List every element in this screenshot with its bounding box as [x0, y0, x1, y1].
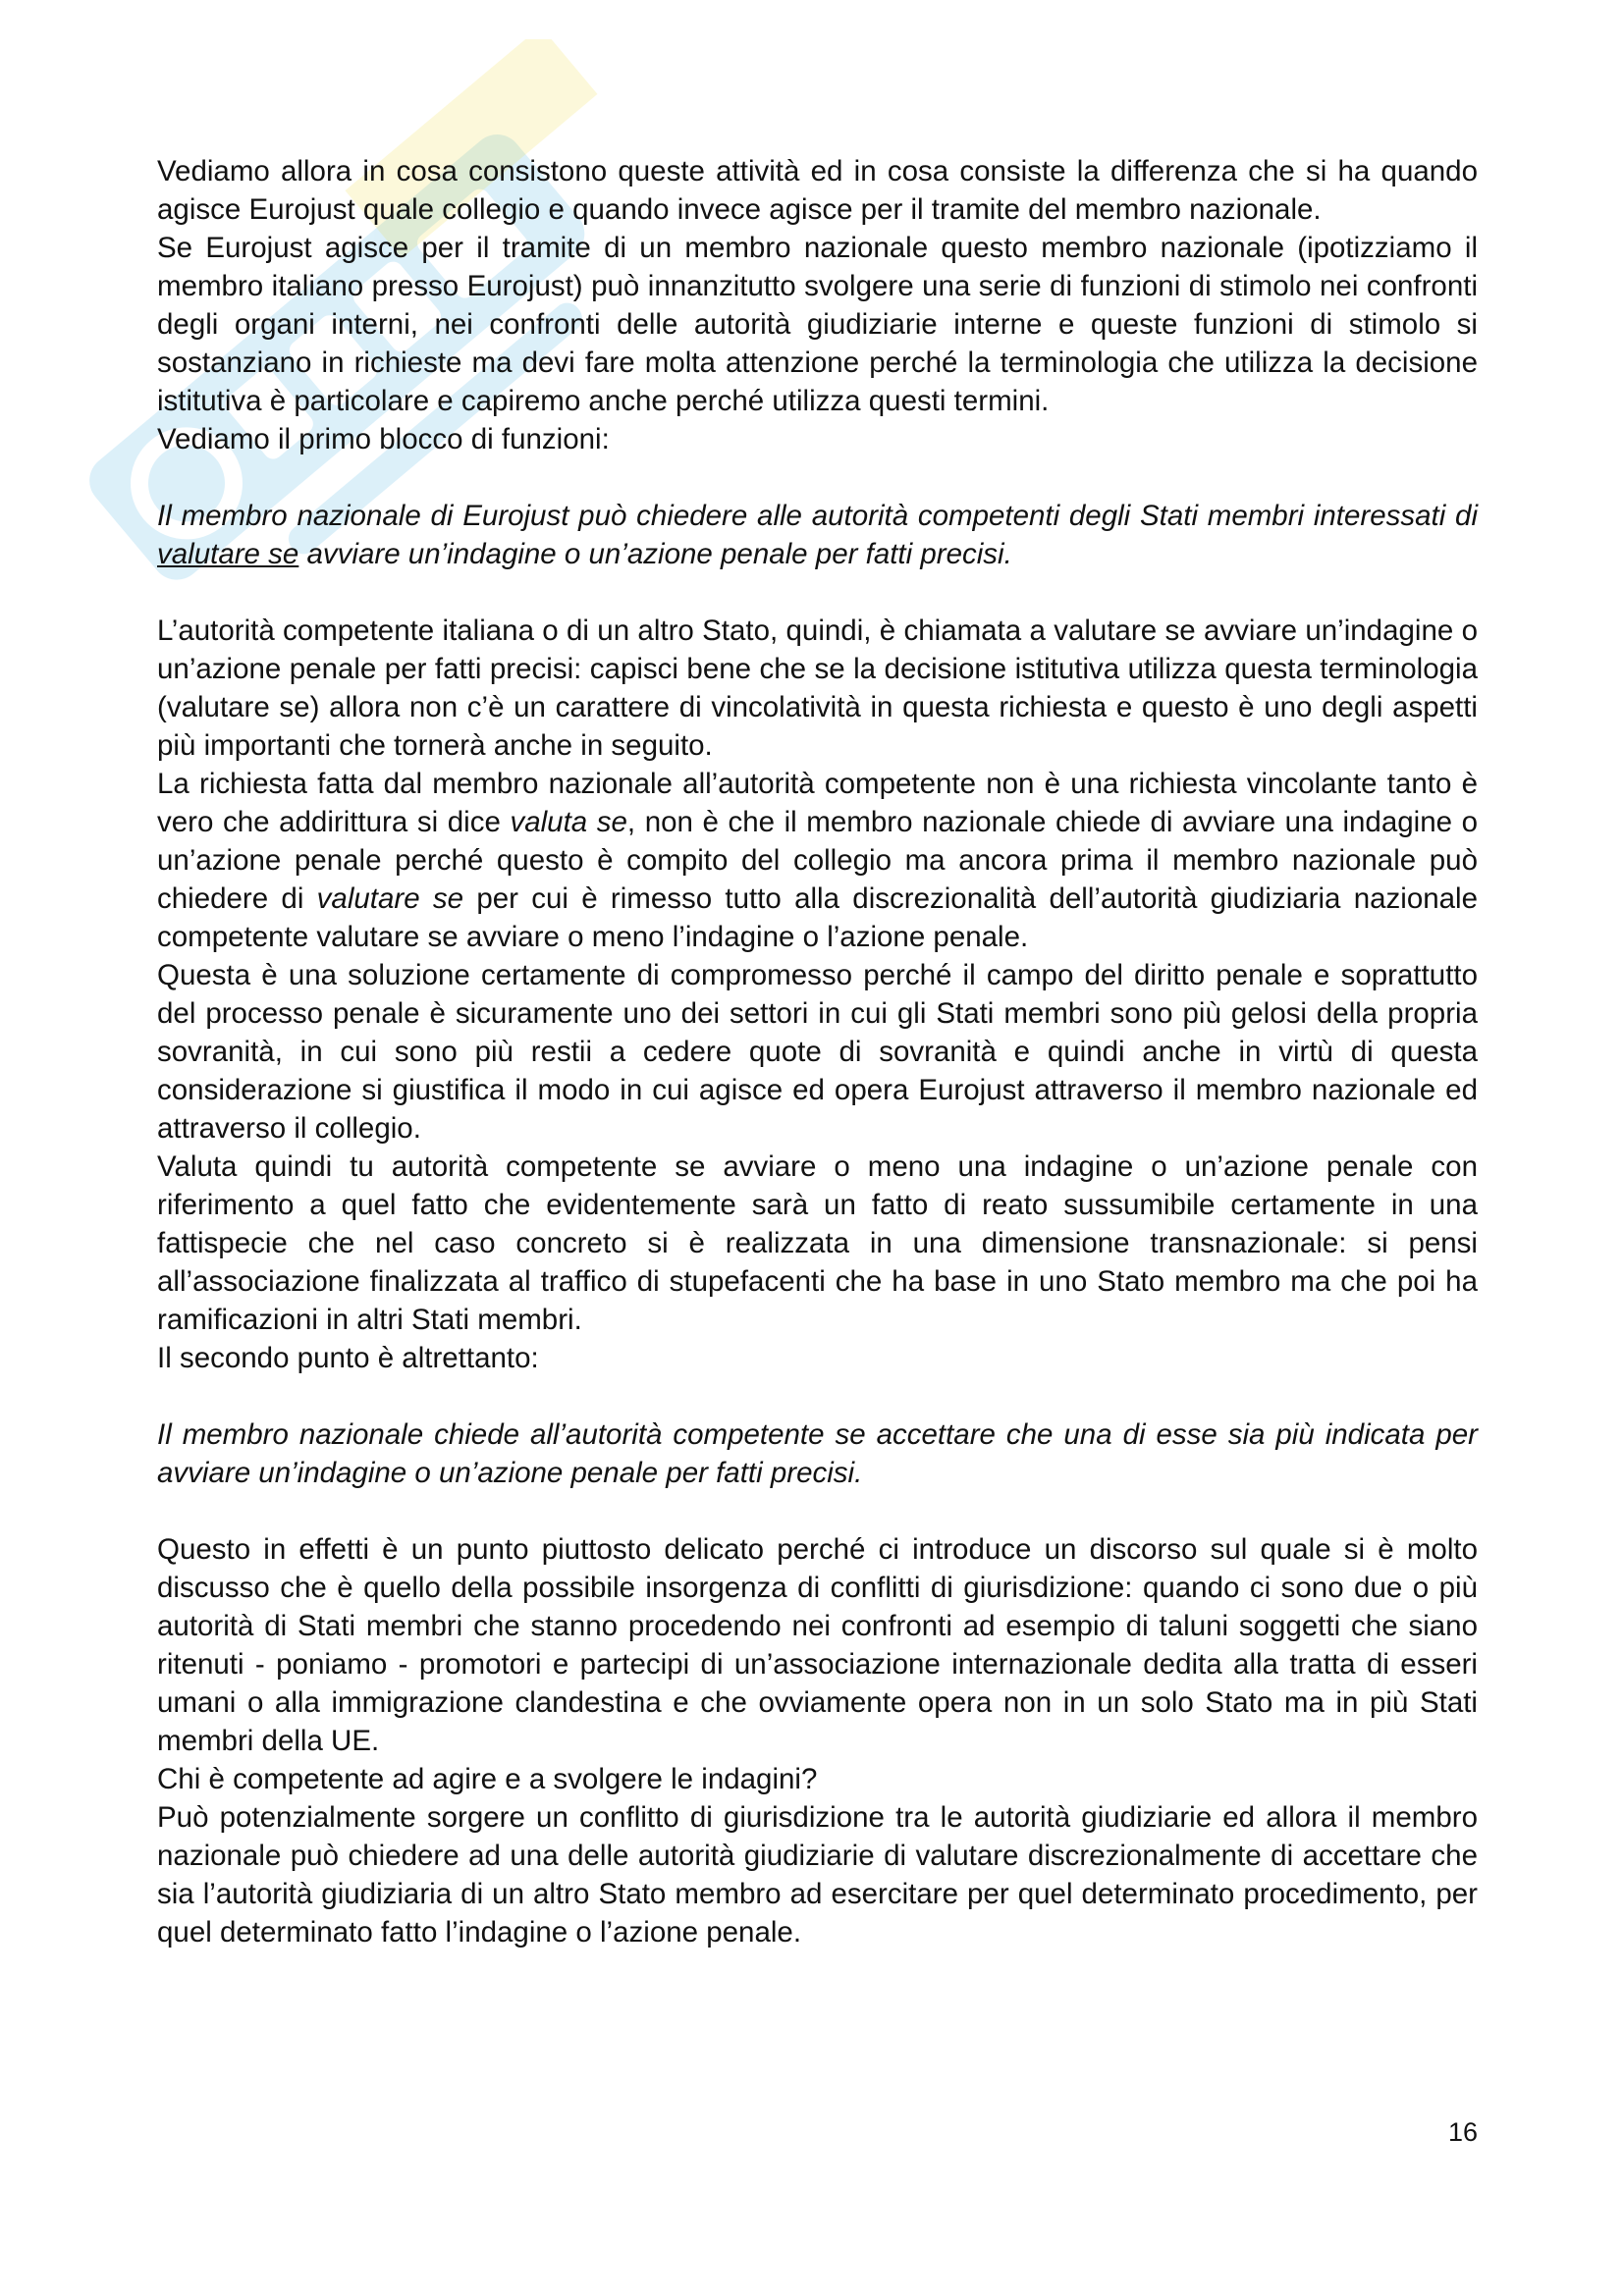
paragraph: Vediamo il primo blocco di funzioni: — [157, 423, 610, 455]
paragraph-text: per cui è rimesso tutto alla discrezionalità dell’autorità giudiziaria nazionale competente valutare se avviare o meno l’indagine o l’azione penale. — [157, 882, 1479, 953]
paragraph: Il secondo punto è altrettanto: — [157, 1342, 539, 1374]
paragraph: Valuta quindi tu autorità competente se avviare o meno una indagine o un’azione penale con riferimento a quel fatto che evidentemente sarà un fatto di reato sussumibile certamente in una fattispecie che nel caso concreto si è realizzata in una dimensione transnazionale: si pensi all’associazione finalizzata al traffico di stupefacenti che ha base in uno Stato membro ma che poi ha ramificazioni in altri Stati membri. — [157, 1150, 1478, 1336]
quote-underlined-text: valutare se — [157, 538, 299, 570]
quote-block: Il membro nazionale chiede all’autorità competente se accettare che una di esse sia più indicata per avviare un’indagine o un’azione penale per fatti precisi. — [157, 1418, 1478, 1489]
page-number: 16 — [1447, 2117, 1478, 2147]
document-body — [157, 152, 1478, 1951]
paragraph-text: La richiesta fatta dal membro nazionale all’autorità competente non è una richiesta vincolante tanto è vero che addirittura si dice — [157, 768, 1478, 838]
paragraph: Se Eurojust agisce per il tramite di un membro nazionale questo membro nazionale (ipotizziamo il membro italiano presso Eurojust) può innanzitutto svolgere una serie di funzioni di stimolo nei confronti degli organi interni, nei confronti delle autorità giudiziarie interne e queste funzioni di stimolo si sostanziano in richieste ma devi fare molta attenzione perché la terminologia che utilizza la decisione istitutiva è particolare e capiremo anche perché utilizza questi termini. — [157, 232, 1478, 417]
quote-block — [157, 497, 1478, 573]
paragraph: Può potenzialmente sorgere un conflitto di giurisdizione tra le autorità giudiziarie ed allora il membro nazionale può chiedere ad una delle autorità giudiziarie di valutare discrezionalmente di accettare che sia l’autorità giudiziaria di un altro Stato membro ad esercitare per quel determinato procedimento, per quel determinato fatto l’indagine o l’azione penale. — [157, 1801, 1478, 1949]
paragraph: L’autorità competente italiana o di un altro Stato, quindi, è chiamata a valutare se avviare un’indagine o un’azione penale per fatti precisi: capisci bene che se la decisione istitutiva utilizza questa terminologia (valutare se) allora non c’è un carattere di vincolatività in questa richiesta e questo è uno degli aspetti più importanti che tornerà anche in seguito. — [157, 614, 1478, 762]
paragraph: Chi è competente ad agire e a svolgere le indagini? — [157, 1763, 818, 1795]
paragraph — [157, 765, 1478, 956]
quote-text: Il membro nazionale di Eurojust può chiedere alle autorità competenti degli Stati membri interessati di — [157, 500, 1478, 532]
quote-text: avviare un’indagine o un’azione penale per fatti precisi. — [298, 538, 1012, 570]
paragraph: Questa è una soluzione certamente di compromesso perché il campo del diritto penale e soprattutto del processo penale è sicuramente uno dei settori in cui gli Stati membri sono più gelosi della propria sovranità, in cui sono più restii a cedere quote di sovranità e quindi anche in virtù di questa considerazione si giustifica il modo in cui agisce ed opera Eurojust attraverso il membro nazionale ed attraverso il collegio. — [157, 959, 1478, 1145]
italic-term: valuta se — [510, 806, 627, 838]
paragraph: Questo in effetti è un punto piuttosto delicato perché ci introduce un discorso sul quale si è molto discusso che è quello della possibile insorgenza di conflitti di giurisdizione: quando ci sono due o più autorità di Stati membri che stanno procedendo nei confronti ad esempio di taluni soggetti che siano ritenuti - poniamo - promotori e partecipi di un’associazione internazionale dedita alla tratta di esseri umani o alla immigrazione clandestina e che ovviamente opera non in un solo Stato ma in più Stati membri della UE. — [157, 1533, 1478, 1757]
italic-term: valutare se — [316, 882, 464, 915]
paragraph: Vediamo allora in cosa consistono queste attività ed in cosa consiste la differenza che si ha quando agisce Eurojust quale collegio e quando invece agisce per il tramite del membro nazionale. — [157, 155, 1478, 226]
paragraph-text: , non è che il membro nazionale chiede di avviare una indagine o un’azione penale perché questo è compito del collegio ma ancora prima il membro nazionale può chiedere di — [157, 806, 1479, 915]
